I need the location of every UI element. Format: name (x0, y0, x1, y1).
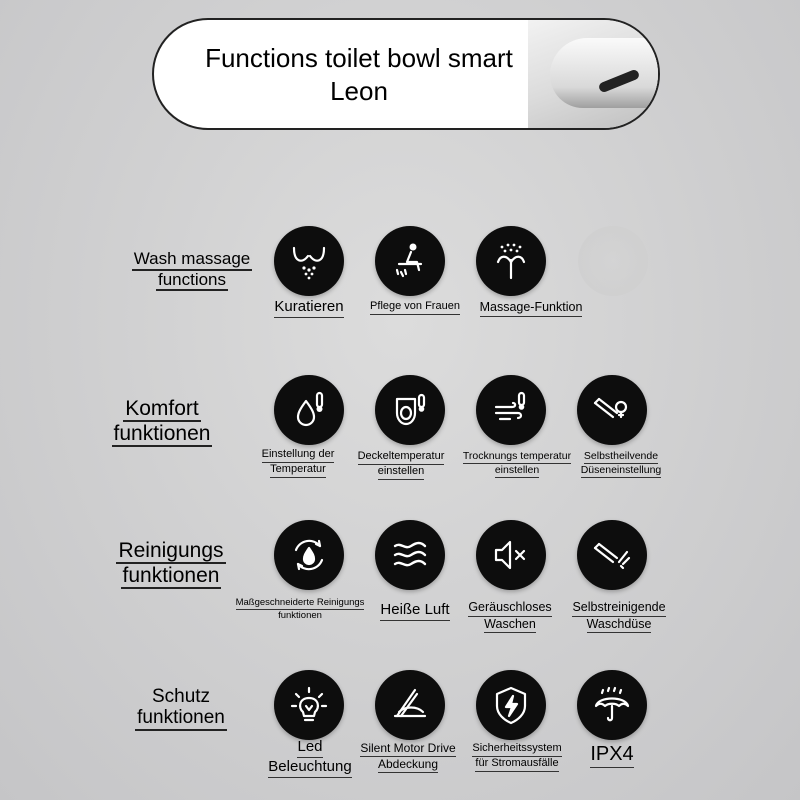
caption-line2: funktionen (278, 609, 322, 621)
caption-line1: Heiße Luft (380, 601, 449, 621)
light-bulb-icon (274, 670, 344, 740)
caption-kuratieren (254, 298, 364, 318)
section-label-line2: funktionen (135, 708, 227, 731)
caption-line2: Düseneinstellung (581, 464, 662, 478)
caption-line1: Selbstreinigende (572, 600, 665, 617)
caption-line1: Sicherheitssystem (472, 742, 561, 757)
caption-einstellung-temperatur (248, 448, 348, 478)
caption-line1: Geräuschloses (468, 600, 551, 617)
caption-line2: einstellen (495, 464, 539, 478)
caption-ipx4 (567, 742, 657, 768)
hot-air-waves-icon (375, 520, 445, 590)
caption-line1: Trocknungs temperatur (463, 450, 571, 464)
section-label-line1: Schutz (151, 686, 211, 707)
self-cleaning-nozzle-icon (577, 520, 647, 590)
caption-sicherheitssystem (458, 742, 576, 772)
caption-line1: Pflege von Frauen (370, 300, 460, 315)
caption-line2: Beleuchtung (268, 758, 351, 778)
section-label-reinigung (96, 539, 246, 589)
caption-geraeuschloses (455, 600, 565, 633)
caption-massgeschneiderte (224, 597, 376, 622)
shield-bolt-icon (476, 670, 546, 740)
title-banner (152, 18, 660, 130)
section-label-line1: Wash massage (132, 250, 253, 271)
caption-line2: Waschen (484, 617, 536, 634)
caption-line2: für Stromausfälle (475, 757, 558, 772)
caption-line1: Silent Motor Drive (360, 741, 456, 755)
toilet-photo (528, 20, 658, 130)
caption-deckeltemperatur (348, 450, 454, 480)
fountain-spray-icon (476, 226, 546, 296)
caption-selbstreinigende (560, 600, 678, 633)
caption-line1: Led (297, 738, 322, 758)
caption-line1: IPX4 (590, 742, 633, 768)
section-label-komfort (92, 397, 232, 447)
caption-line2: einstellen (378, 465, 424, 480)
banner-title-line2: Leon (330, 76, 388, 106)
banner-title (182, 40, 536, 110)
caption-pflege (355, 300, 475, 315)
seat-lid-thermometer-icon (375, 375, 445, 445)
faded-placeholder-icon (578, 226, 648, 296)
air-flow-thermometer-icon (476, 375, 546, 445)
buttocks-spray-icon (274, 226, 344, 296)
section-label-schutz (116, 687, 246, 731)
caption-massage (466, 300, 596, 317)
section-label-wash (112, 250, 272, 291)
caption-line2: Abdeckung (377, 757, 439, 771)
seated-person-icon (375, 226, 445, 296)
caption-line2: Waschdüse (587, 617, 652, 634)
lid-motor-icon (375, 670, 445, 740)
caption-line1: Selbstheilvende (584, 450, 658, 464)
section-label-line1: Komfort (123, 397, 201, 422)
caption-line1: Deckeltemperatur (358, 450, 445, 465)
caption-line2: Temperatur (270, 463, 326, 478)
caption-silent-motor (348, 741, 468, 773)
section-label-line2: funktionen (121, 564, 222, 589)
caption-duesenstellung (568, 450, 674, 478)
banner-title-line1: Functions toilet bowl smart (205, 43, 513, 73)
caption-line1: Maßgeschneiderte Reinigungs (235, 597, 365, 608)
caption-heisse-luft (360, 601, 470, 621)
section-label-line2: funktionen (112, 422, 213, 447)
section-label-line1: Reinigungs (116, 539, 225, 564)
caption-trocknungstemperatur (452, 450, 582, 478)
caption-line1: Massage-Funktion (480, 300, 583, 317)
umbrella-rain-icon (577, 670, 647, 740)
speaker-mute-icon (476, 520, 546, 590)
cycle-drop-icon (274, 520, 344, 590)
water-drop-thermometer-icon (274, 375, 344, 445)
caption-line1: Einstellung der (262, 448, 335, 463)
section-label-line2: functions (156, 271, 228, 292)
caption-line1: Kuratieren (274, 298, 343, 318)
nozzle-adjust-icon (577, 375, 647, 445)
